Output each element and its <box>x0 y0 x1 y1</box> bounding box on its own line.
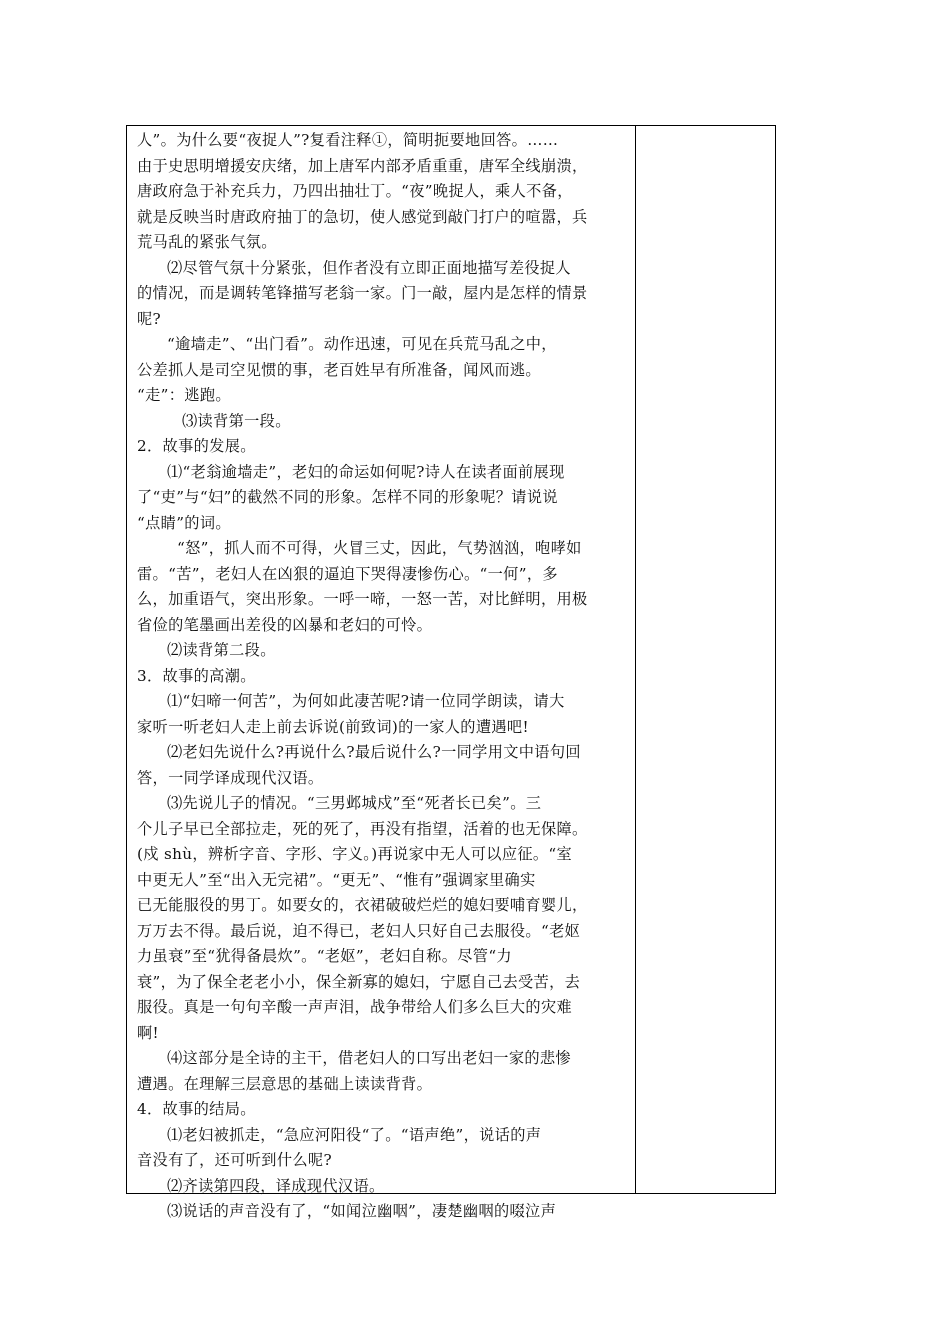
text-line: ⑵齐读第四段，译成现代汉语。 <box>167 1176 385 1195</box>
text-line: 就是反映当时唐政府抽丁的急切，使人感觉到敲门打户的喧嚣，兵 <box>137 207 588 226</box>
text-line: 中更无人”至“出入无完裙”。“更无”、“惟有”强调家里确实 <box>137 870 536 889</box>
text-line: ⑴“妇啼一何苦”，为何如此凄苦呢?请一位同学朗读，请大 <box>167 692 565 710</box>
text-line: 答，一同学译成现代汉语。 <box>137 768 324 787</box>
text-line: 人”。为什么要“夜捉人”?复看注释①，简明扼要地回答。…… <box>137 131 559 149</box>
text-line: 的情况，而是调转笔锋描写老翁一家。门一敲，屋内是怎样的情景 <box>137 284 588 302</box>
text-line: 衰”，为了保全老老小小，保全新寡的媳妇，宁愿自己去受苦，去 <box>137 972 581 991</box>
text-line: 唐政府急于补充兵力，乃四出抽壮丁。“夜”晚捉人，乘人不备， <box>137 182 573 200</box>
text-line: 3．故事的高潮。 <box>137 666 256 685</box>
text-line: 力虽衰”至“犹得备晨炊”。“老妪”，老妇自称。尽管“力 <box>137 947 512 965</box>
text-line: 已无能服役的男丁。如要女的，衣裙破破烂烂的媳妇要哺育婴儿， <box>137 896 588 914</box>
text-line: ⑷这部分是全诗的主干，借老妇人的口写出老妇一家的悲惨 <box>167 1049 571 1067</box>
text-line: “点睛”的词。 <box>137 513 231 532</box>
text-line: ⑴“老翁逾墙走”，老妇的命运如何呢?诗人在读者面前展现 <box>167 462 565 481</box>
text-line: 万万去不得。最后说，迫不得已，老妇人只好自己去服役。“老妪 <box>137 921 581 940</box>
text-line: 服役。真是一句句辛酸一声声泪，战争带给人们多么巨大的灾难 <box>137 998 573 1016</box>
text-line: 家听一听老妇人走上前去诉说(前致词)的一家人的遭遇吧! <box>137 717 529 736</box>
text-line: ⑵读背第二段。 <box>167 641 276 659</box>
text-line: ⑴老妇被抓走，“急应河阳役“了。“语声绝”，说话的声 <box>167 1125 542 1144</box>
text-line: (戍 shù，辨析字音、字形、字义。)再说家中无人可以应征。“室 <box>137 845 573 863</box>
text-line: 音没有了，还可听到什么呢? <box>137 1151 332 1169</box>
text-line: “逾墙走”、“出门看”。动作迅速，可见在兵荒马乱之中， <box>167 335 557 353</box>
text-line: ⑶说话的声音没有了，“如闻泣幽咽”，凄楚幽咽的啜泣声 <box>167 1202 557 1220</box>
text-line: 个儿子早已全部拉走，死的死了，再没有指望，活着的也无保障。 <box>137 819 588 838</box>
text-line: ⑶先说儿子的情况。“三男邺城戍”至“死者长已矣”。三 <box>167 794 542 812</box>
lesson-content-cell <box>127 126 636 1220</box>
text-line: 公差抓人是司空见惯的事，老百姓早有所准备，闻风而逃。 <box>137 360 541 379</box>
text-line: 2．故事的发展。 <box>137 437 256 455</box>
text-line: 荒马乱的紧张气氛。 <box>137 233 277 251</box>
lesson-table <box>126 125 776 1220</box>
text-line: 由于史思明增援安庆绪，加上唐军内部矛盾重重，唐军全线崩溃， <box>137 156 588 175</box>
text-line: 啊! <box>137 1023 159 1042</box>
text-line: 呢? <box>137 309 162 328</box>
text-line: 么，加重语气，突出形象。一呼一啼，一怒一苦，对比鲜明，用极 <box>137 590 588 608</box>
notes-cell <box>636 126 775 1193</box>
text-line: ⑵老妇先说什么?再说什么?最后说什么?一同学用文中语句回 <box>167 743 581 761</box>
text-line: 省俭的笔墨画出差役的凶暴和老妇的可怜。 <box>137 615 433 634</box>
text-line: ⑵尽管气氛十分紧张，但作者没有立即正面地描写差役捉人 <box>167 258 571 277</box>
text-line: “走”：逃跑。 <box>137 386 231 404</box>
text-line: 遭遇。在理解三层意思的基础上读读背背。 <box>137 1074 433 1093</box>
text-line: 雷。“苦”，老妇人在凶狠的逼迫下哭得凄惨伤心。“一何”，多 <box>137 564 558 583</box>
text-line: 4．故事的结局。 <box>137 1100 256 1118</box>
text-line: ⑶读背第一段。 <box>182 411 291 430</box>
text-line: “怒”，抓人而不可得，火冒三丈，因此，气势汹汹，咆哮如 <box>177 539 582 557</box>
text-line: 了“吏”与“妇”的截然不同的形象。怎样不同的形象呢？请说说 <box>137 488 558 506</box>
